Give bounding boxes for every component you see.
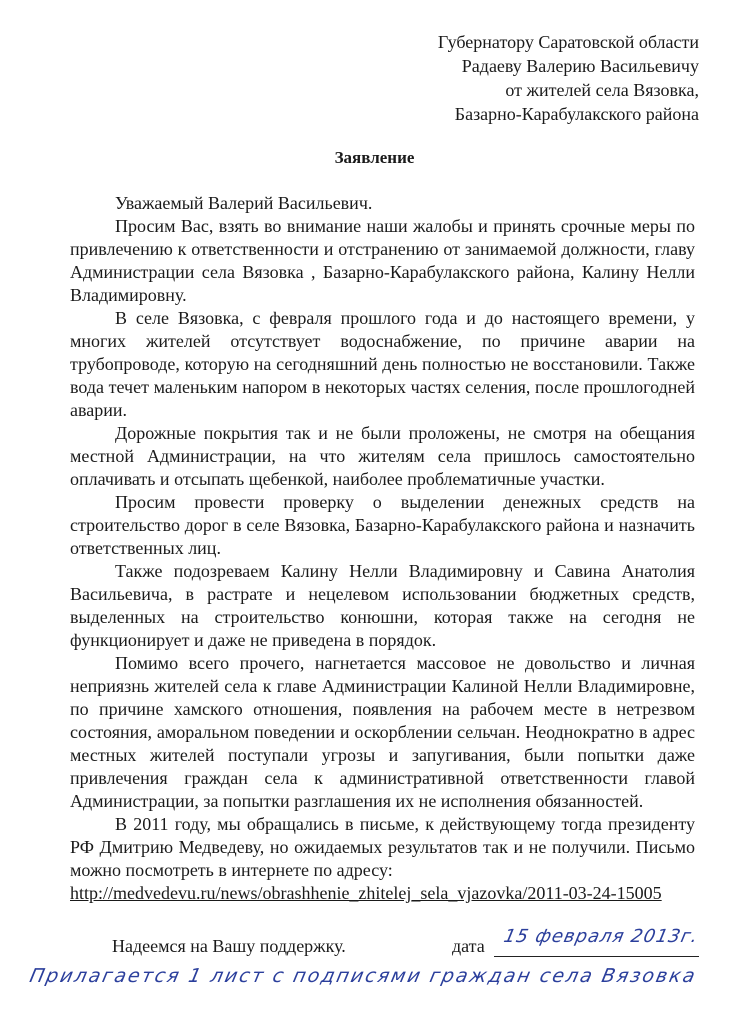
addressee-block bbox=[438, 30, 699, 126]
paragraph: В 2011 году, мы обращались в письме, к действующему тогда президенту РФ Дмитрию Медведеву, но ожидаемых результатов так и не получили. Письмо можно посмотреть в интернете по адресу: bbox=[70, 814, 695, 880]
paragraph: Просим Вас, взять во внимание наши жалобы и принять срочные меры по привлечению к ответственности и отстранению от занимаемой должности, главу Администрации села Вязовка , Базарно-Карабулакского района, Калину Нелли Владимировну. bbox=[70, 216, 695, 305]
closing-text: Надеемся на Вашу поддержку. bbox=[112, 936, 346, 956]
addressee-line: Базарно-Карабулакского района bbox=[454, 104, 699, 124]
document-title: Заявление bbox=[334, 148, 415, 167]
addressee-line: от жителей села Вязовка, bbox=[505, 80, 699, 100]
addressee-line: Губернатору Саратовской области bbox=[437, 32, 699, 52]
handwritten-attachment-note: Прилагается 1 лист с подписями граждан села Вязовка bbox=[27, 965, 699, 987]
reference-link[interactable]: http://medvedevu.ru/news/obrashhenie_zhitelej_sela_vjazovka/2011-03-24-15005 bbox=[70, 883, 662, 903]
paragraph: Просим провести проверку о выделении денежных средств на строительство дорог в селе Вязовка, Базарно-Карабулакского района и назначить ответственных лиц. bbox=[70, 492, 695, 558]
paragraph: Также подозреваем Калину Нелли Владимировну и Савина Анатолия Васильевича, в растрате и нецелевом использовании бюджетных средств, выделенных на строительство конюшни, которая также на сегодня не функционирует и даже не приведена в порядок. bbox=[70, 561, 695, 650]
paragraph: В селе Вязовка, с февраля прошлого года и до настоящего времени, у многих жителей отсутствует водоснабжение, по причине аварии на трубопроводе, которую на сегодняшний день полностью не восстановили. Также вода течет маленьким напором в некоторых частях селения, после прошлогодней аварии. bbox=[70, 308, 695, 420]
letter-body bbox=[70, 192, 695, 905]
date-underline bbox=[494, 956, 699, 957]
paragraph: Дорожные покрытия так и не были проложены, не смотря на обещания местной Администрации, на что жителям села пришлось самостоятельно оплачивать и отсыпать щебенкой, наиболее проблематичные участки. bbox=[70, 423, 695, 489]
paragraph: Помимо всего прочего, нагнетается массовое не довольство и личная неприязнь жителей села к главе Администрации Калиной Нелли Владимировне, по причине хамского отношения, появления на рабочем месте в нетрезвом состояния, аморальном поведении и оскорблении сельчан. Неоднократно в адрес местных жителей поступали угрозы и запугивания, были попытки даже привлечения граждан села к административной ответственности главой Администрации, за попытки разглашения их не исполнения обязанностей. bbox=[70, 653, 695, 811]
addressee-line: Радаеву Валерию Васильевичу bbox=[461, 56, 699, 76]
handwritten-date: 15 февраля 2013г. bbox=[501, 926, 701, 947]
greeting: Уважаемый Валерий Васильевич. bbox=[115, 193, 373, 213]
date-label: дата bbox=[452, 936, 485, 956]
